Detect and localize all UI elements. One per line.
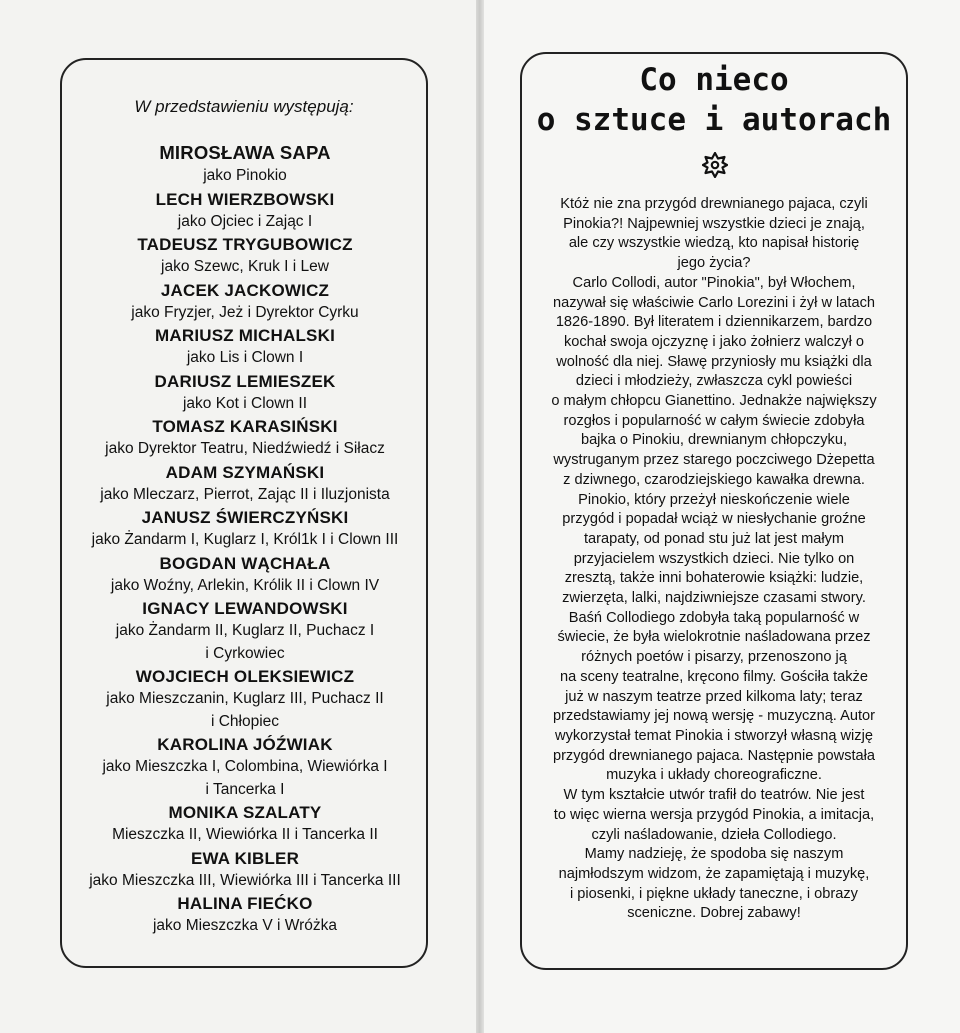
actor-name: DARIUSZ LEMIESZEK (154, 371, 336, 391)
article-line: nazywał się właściwie Carlo Lorezini i żył w latach (553, 294, 875, 311)
cast-entry (40, 415, 450, 461)
actor-role: jako Lis i Clown I (186, 349, 304, 366)
article-line: najmłodszym widzom, że zapamiętają i muzykę, (558, 865, 870, 882)
cast-intro: W przedstawieniu występują: (134, 97, 354, 116)
article-line: rozgłos i popularność w całym świecie zdobyła (563, 412, 865, 429)
article-line: z dziwnego, czarodziejskiego kawałka drewna. (563, 471, 865, 488)
actor-role: jako Kot i Clown II (182, 394, 308, 412)
article-line: ale czy wszystkie wiedzą, kto napisał historię (568, 235, 860, 252)
article-line: różnych poetów i pisarzy, przenoszono ją (581, 649, 847, 666)
actor-role: i Cyrkowiec (205, 644, 285, 662)
page-fold (476, 0, 484, 1033)
cast-entry (40, 733, 450, 801)
article-line: Pinokia?! Najpewniej wszystkie dzieci je znają, (563, 215, 865, 232)
article-line: muzyka i układy choreograficzne. (606, 767, 822, 784)
heading-line: Co nieco (639, 62, 789, 98)
actor-name: JACEK JACKOWICZ (160, 280, 330, 300)
cast-entry (40, 370, 450, 416)
actor-role: jako Mieszczanin, Kuglarz III, Puchacz II (106, 690, 384, 707)
article-line: zresztą, także inni bohaterowie książki: ludzie, (564, 570, 864, 587)
article-line: kochał swoja ojczyznę i jako żołnierz walczył o (563, 333, 865, 350)
article-line: Któż nie zna przygód drewnianego pajaca, czyli (560, 196, 868, 212)
article-line: wystruganym przez starego poczciwego Dżepetta (553, 452, 875, 469)
actor-name: HALINA FIEĆKO (177, 894, 313, 913)
cast-entry (40, 665, 450, 733)
actor-name: MIROSŁAWA SAPA (159, 142, 331, 163)
actor-role: jako Żandarm I, Kuglarz I, Król1k I i Clown III (91, 531, 399, 548)
actor-name: IGNACY LEWANDOWSKI (142, 599, 348, 618)
actor-name: TOMASZ KARASIŃSKI (152, 417, 338, 436)
actor-role: jako Woźny, Arlekin, Królik II i Clown IV (110, 576, 380, 594)
article-line: jego życia? (677, 255, 751, 272)
article-line: dzieci i młodzieży, zwłaszcza cykl powieści (575, 373, 853, 390)
actor-role: i Tancerka I (205, 780, 285, 798)
actor-role: jako Mieszczka V i Wróżka (152, 917, 338, 934)
cast-list (40, 140, 450, 938)
article-line: przyjacielem wszystkich dzieci. Nie tylko on (573, 550, 855, 567)
cast-entry (40, 140, 450, 188)
actor-name: MARIUSZ MICHALSKI (155, 326, 335, 345)
heading-line: o sztuce i autorach (536, 102, 892, 138)
cast-entry (40, 801, 450, 847)
actor-role: jako Pinokio (203, 167, 287, 184)
article-line: tarapaty, od ponad stu już lat jest małym (583, 530, 845, 547)
cast-entry (40, 188, 450, 234)
article-line: czyli naśladowanie, dzieła Collodiego. (591, 826, 837, 843)
cast-entry (40, 233, 450, 279)
cast-entry (40, 324, 450, 370)
actor-role: jako Mieszczka I, Colombina, Wiewiórka I (102, 758, 388, 775)
article-line: już w naszym teatrze przed kilkoma laty; teraz (565, 688, 863, 705)
article-line: sceniczne. Dobrej zabawy! (627, 905, 801, 922)
actor-role: jako Dyrektor Teatru, Niedźwiedź i Siłacz (105, 440, 385, 457)
article-heading (520, 60, 908, 140)
actor-name: MONIKA SZALATY (168, 803, 322, 822)
article-line: Carlo Collodi, autor "Pinokia", był Włochem, (572, 274, 856, 291)
cast-entry (40, 279, 450, 325)
article-line: wolność dla niej. Sławę przyniosły mu książki dla (556, 353, 872, 370)
actor-role: jako Mieszczka III, Wiewiórka III i Tancerka III (89, 871, 401, 889)
cast-entry (40, 552, 450, 598)
cast-entry (40, 461, 450, 507)
cast-entry (40, 506, 450, 552)
article-line: bajka o Pinokiu, drewnianym chłopczyku, (580, 432, 848, 449)
cast-entry (40, 597, 450, 665)
actor-name: BOGDAN WĄCHAŁA (159, 553, 331, 573)
cast-entry (40, 892, 450, 938)
sun-icon (702, 152, 728, 178)
article-line: świecie, że była wielokrotnie naśladowana przez (557, 629, 871, 646)
article-body (520, 195, 908, 924)
actor-name: WOJCIECH OLEKSIEWICZ (135, 667, 355, 686)
actor-role: jako Żandarm II, Kuglarz II, Puchacz I (115, 622, 375, 639)
actor-name: ADAM SZYMAŃSKI (165, 462, 325, 482)
article-line: 1826-1890. Był literatem i dziennikarzem, bardzo (555, 314, 873, 331)
article-line: Mamy nadzieję, że spodoba się naszym (584, 846, 844, 863)
article-line: przedstawiamy jej nową wersję - muzyczną. Autor (553, 708, 875, 725)
article-line: Pinokio, który przeżył nieskończenie wiele (578, 491, 850, 508)
article-line: na sceny teatralne, kręcono filmy. Gościła także (560, 668, 868, 685)
actor-name: KAROLINA JÓŹWIAK (157, 735, 333, 754)
actor-role: jako Ojciec i Zając I (177, 212, 313, 230)
article-line: to więc wierna wersja przygód Pinokia, a imitacja, (553, 806, 875, 823)
article-line: W tym kształcie utwór trafił do teatrów. Nie jest (563, 787, 865, 804)
article-line: wykorzystał temat Pinokia i stworzył własną wizję (555, 727, 873, 744)
cast-entry (40, 847, 450, 893)
actor-name: JANUSZ ŚWIERCZYŃSKI (141, 508, 349, 527)
article-line: o małym chłopcu Gianettino. Jednakże największy (551, 393, 877, 410)
article-line: Baśń Collodiego zdobyła taką popularność w (568, 609, 860, 626)
actor-name: TADEUSZ TRYGUBOWICZ (137, 235, 353, 254)
actor-role: Mieszczka II, Wiewiórka II i Tancerka II (112, 826, 378, 843)
actor-name: EWA KIBLER (190, 848, 300, 868)
actor-name: LECH WIERZBOWSKI (155, 189, 335, 209)
actor-role: i Chłopiec (210, 712, 280, 730)
article-line: zwierzęta, lalki, najdziwniejsze czasami stwory. (562, 590, 866, 607)
article-line: przygód i popadał wciąż w niesłychanie groźne (562, 511, 866, 528)
article-line: i piosenki, i piękne układy taneczne, i obrazy (570, 885, 858, 902)
actor-role: jako Szewc, Kruk I i Lew (161, 258, 329, 275)
actor-role: jako Fryzjer, Jeż i Dyrektor Cyrku (131, 303, 359, 321)
article-line: przygód drewnianego pajaca. Następnie powstała (552, 747, 876, 764)
actor-role: jako Mleczarz, Pierrot, Zając II i Iluzjonista (100, 485, 390, 503)
